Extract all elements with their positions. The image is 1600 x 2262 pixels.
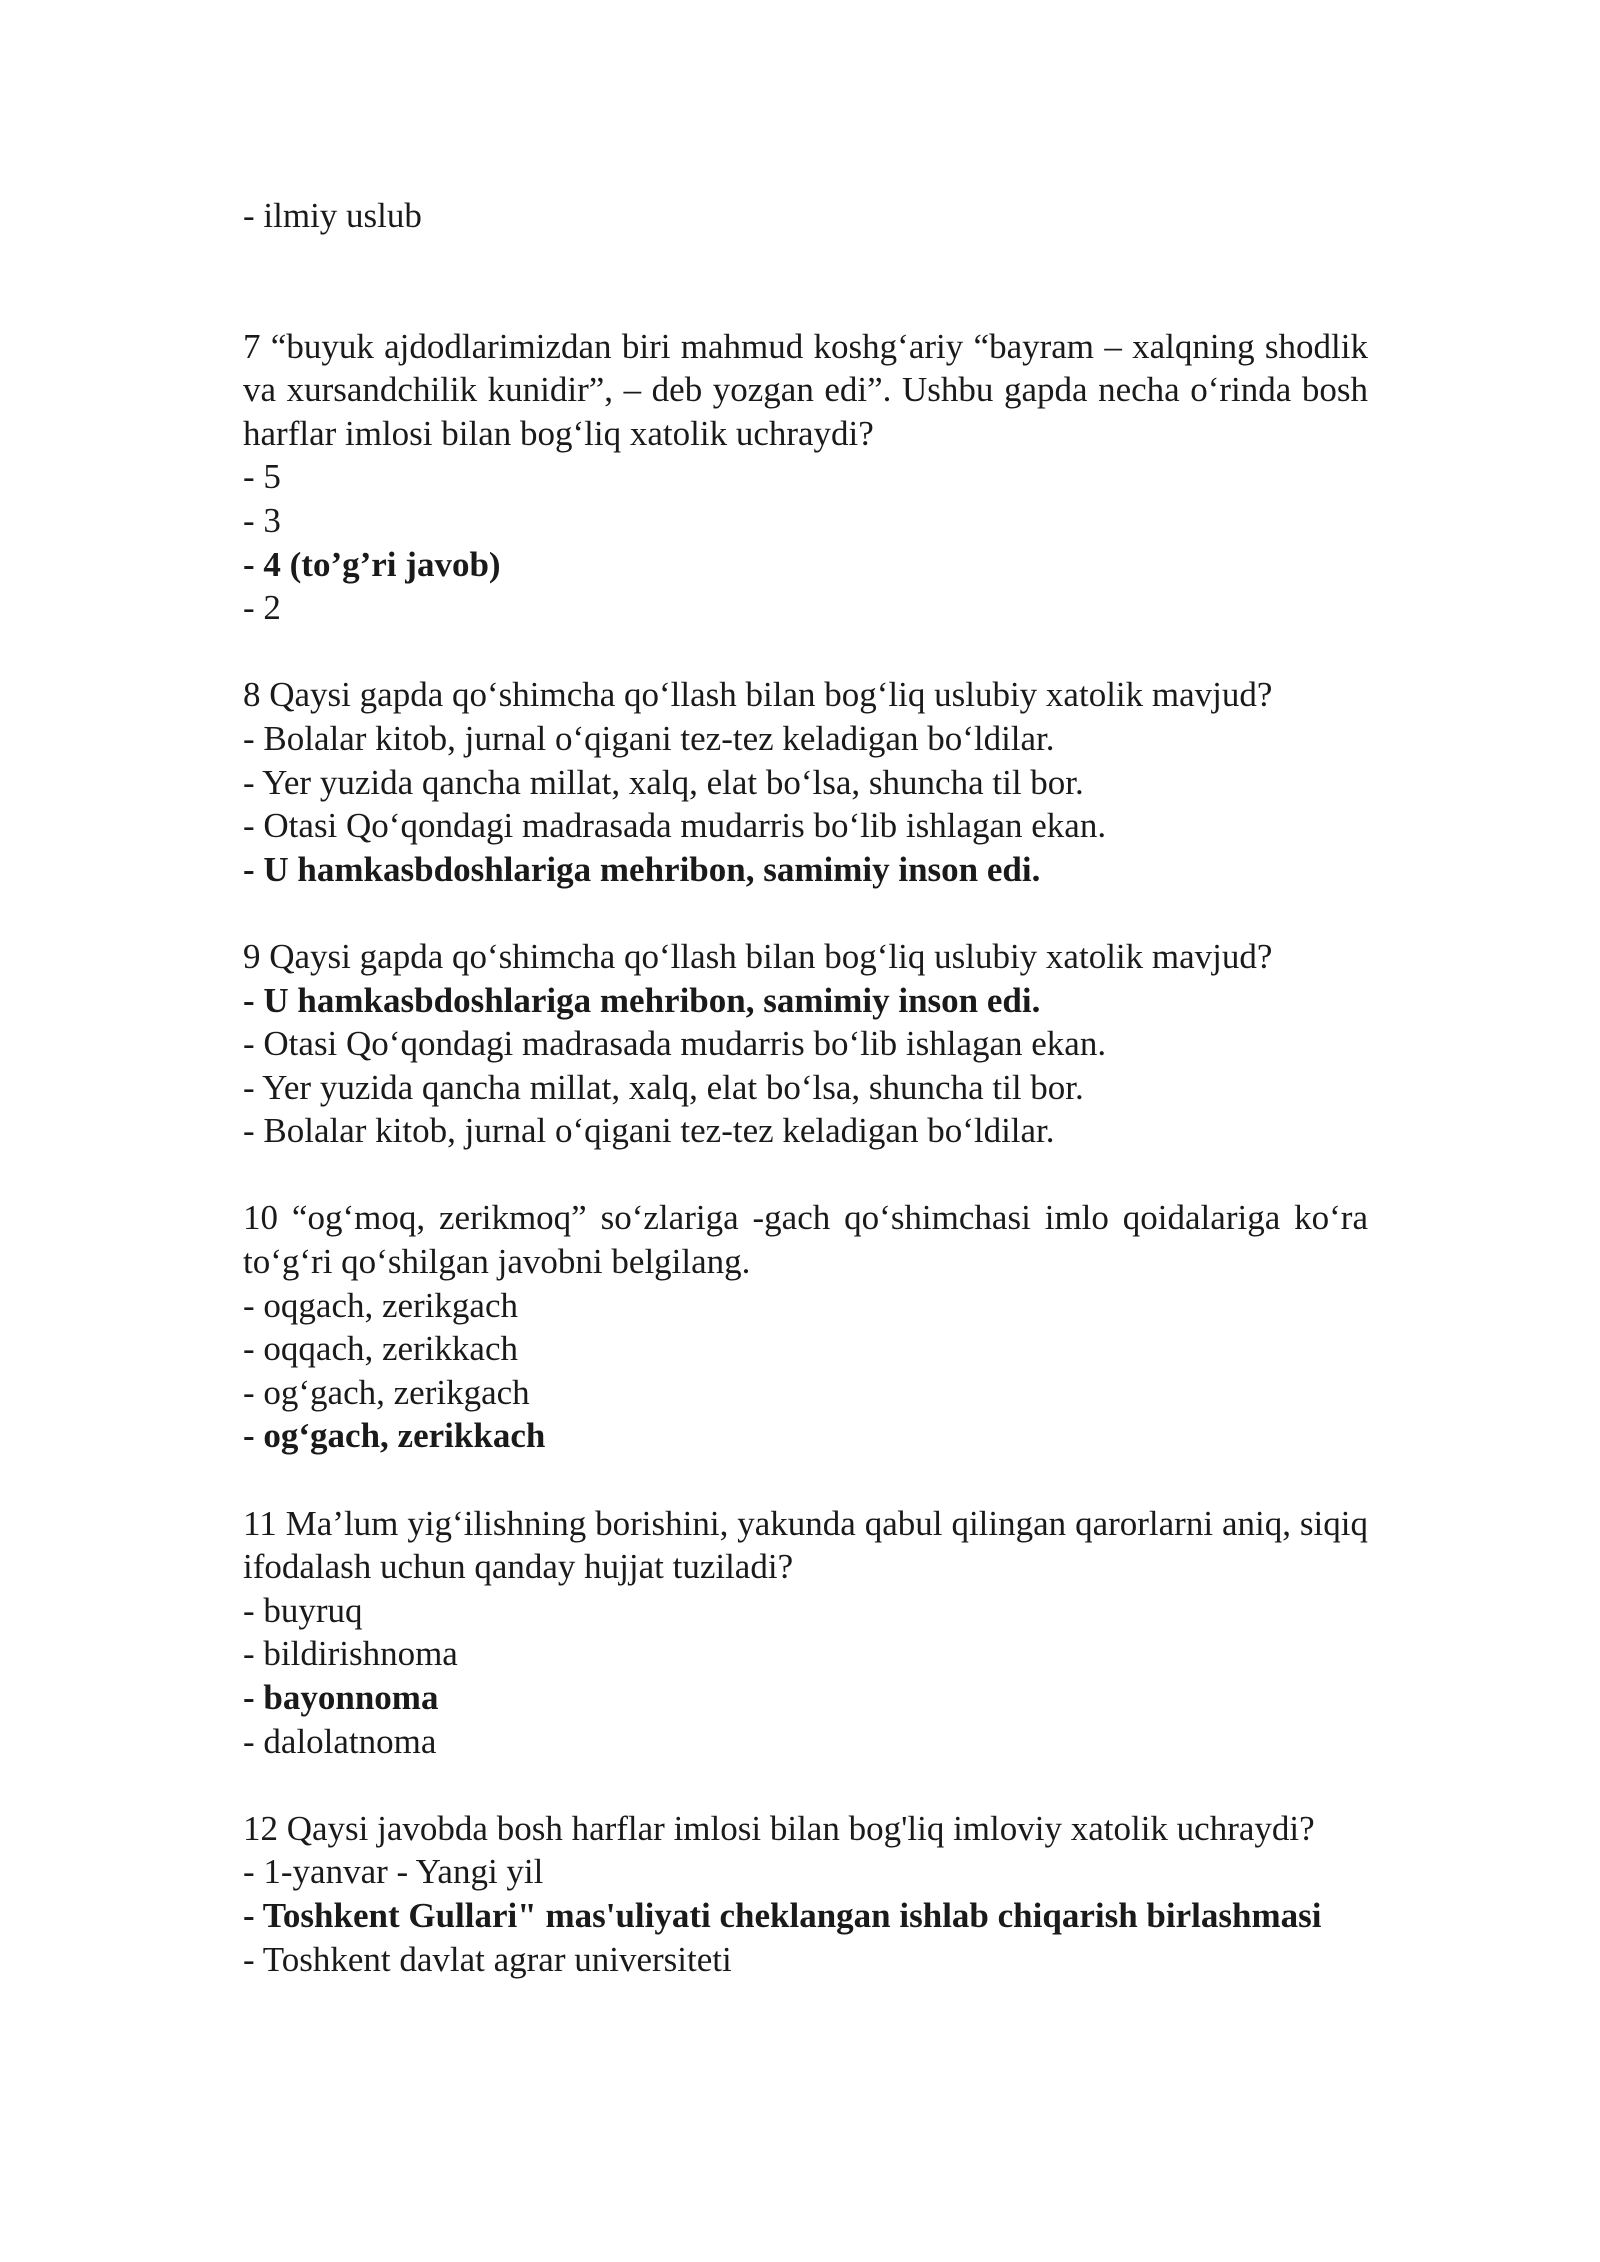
answer-option: - bildirishnoma xyxy=(243,1634,458,1674)
answer-option: - og‘gach, zerikgach xyxy=(243,1372,530,1412)
intro-line: - ilmiy uslub xyxy=(243,196,422,235)
question-12 xyxy=(243,1807,1368,1981)
correct-answer-option: - Toshkent Gullari" mas'uliyati cheklangan ishlab chiqarish birlashmasi xyxy=(243,1895,1322,1935)
question-10 xyxy=(243,1196,1368,1458)
answer-option: - Bolalar kitob, jurnal o‘qigani tez-tez keladigan bo‘ldilar. xyxy=(243,1111,1055,1151)
answer-option: - oqqach, zerikkach xyxy=(243,1329,518,1369)
answer-option: - Otasi Qo‘qondagi madrasada mudarris bo‘lib ishlagan ekan. xyxy=(243,806,1107,846)
answer-option: - Bolalar kitob, jurnal o‘qigani tez-tez keladigan bo‘ldilar. xyxy=(243,718,1055,758)
spacer xyxy=(243,1153,1368,1197)
answer-option: - 5 xyxy=(243,457,281,497)
question-8 xyxy=(243,673,1368,891)
document-content xyxy=(243,194,1368,1981)
correct-answer-option: - og‘gach, zerikkach xyxy=(243,1416,546,1456)
spacer xyxy=(243,630,1368,674)
correct-answer-option: - U hamkasbdoshlariga mehribon, samimiy inson edi. xyxy=(243,980,1041,1020)
answer-option: - buyruq xyxy=(243,1590,363,1630)
answer-option: - Yer yuzida qancha millat, xalq, elat bo‘lsa, shuncha til bor. xyxy=(243,762,1084,802)
spacer xyxy=(243,238,1368,325)
question-text: 10 “og‘moq, zerikmoq” so‘zlariga -gach qo‘shimchasi imlo qoidalariga ko‘ra to‘g‘ri qo‘shilgan javobni belgilang. xyxy=(243,1198,1368,1282)
question-11 xyxy=(243,1502,1368,1764)
spacer xyxy=(243,1763,1368,1807)
answer-option: - 3 xyxy=(243,500,281,540)
question-7 xyxy=(243,325,1368,630)
spacer xyxy=(243,891,1368,935)
correct-answer-option: - U hamkasbdoshlariga mehribon, samimiy inson edi. xyxy=(243,849,1041,889)
correct-answer-option: - 4 (to’g’ri javob) xyxy=(243,544,501,584)
question-text: 8 Qaysi gapda qo‘shimcha qo‘llash bilan bog‘liq uslubiy xatolik mavjud? xyxy=(243,675,1273,715)
correct-answer-option: - bayonnoma xyxy=(243,1678,439,1717)
answer-option: - Otasi Qo‘qondagi madrasada mudarris bo‘lib ishlagan ekan. xyxy=(243,1024,1107,1064)
spacer xyxy=(243,1458,1368,1502)
answer-option: - 1-yanvar - Yangi yil xyxy=(243,1852,544,1892)
question-text: 11 Ma’lum yig‘ilishning borishini, yakunda qabul qilingan qarorlarni aniq, siqiq ifodalash uchun qanday hujjat tuziladi? xyxy=(243,1503,1368,1587)
answer-option: - Toshkent davlat agrar universiteti xyxy=(243,1939,732,1979)
question-text: 7 “buyuk ajdodlarimizdan biri mahmud koshg‘ariy “bayram – xalqning shodlik va xursandchilik kunidir”, – deb yozgan edi”. Ushbu gapda necha o‘rinda bosh harflar imlosi bilan bog‘liq xatolik uchraydi? xyxy=(243,326,1368,453)
question-text: 9 Qaysi gapda qo‘shimcha qo‘llash bilan bog‘liq uslubiy xatolik mavjud? xyxy=(243,936,1273,976)
answer-option: - dalolatnoma xyxy=(243,1721,437,1761)
question-text: 12 Qaysi javobda bosh harflar imlosi bilan bog'liq imloviy xatolik uchraydi? xyxy=(243,1808,1315,1848)
question-9 xyxy=(243,935,1368,1153)
answer-option: - 2 xyxy=(243,588,281,628)
answer-option: - oqgach, zerikgach xyxy=(243,1285,518,1325)
answer-option: - Yer yuzida qancha millat, xalq, elat bo‘lsa, shuncha til bor. xyxy=(243,1067,1084,1107)
